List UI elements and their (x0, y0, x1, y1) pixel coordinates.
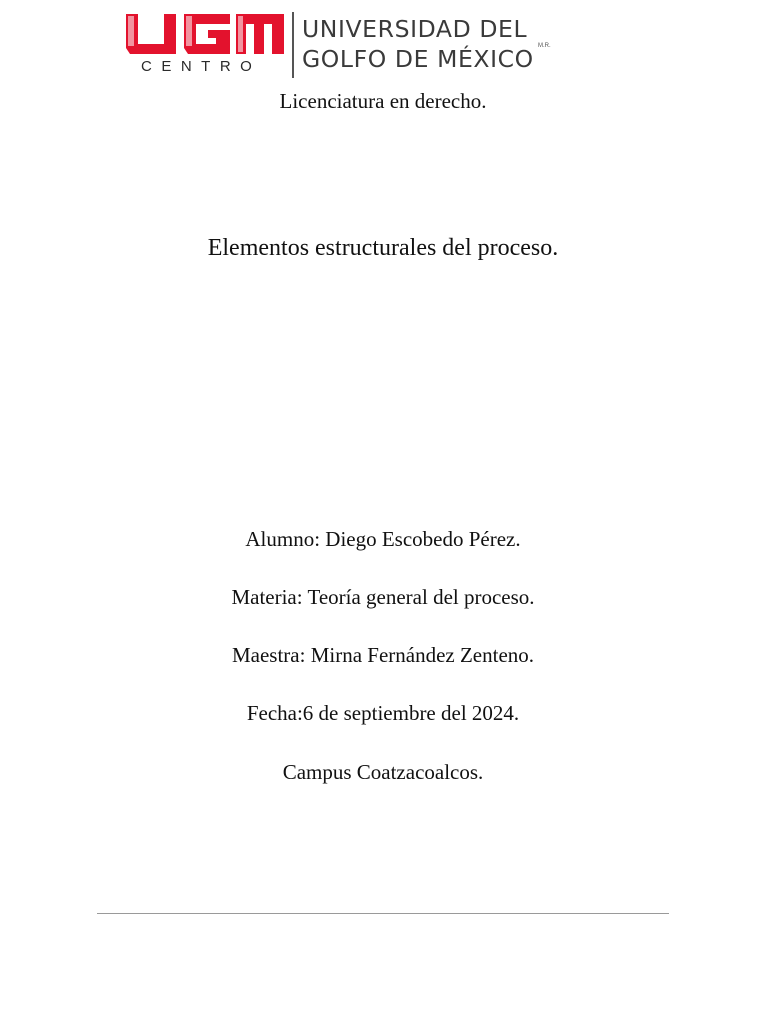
teacher-line: Maestra: Mirna Fernández Zenteno. (231, 643, 535, 667)
ugm-logo-mark (124, 10, 286, 58)
career-name: Licenciatura en derecho. (279, 89, 487, 113)
student-line: Alumno: Diego Escobedo Pérez. (245, 527, 521, 551)
campus-line: Campus Coatzacoalcos. (282, 760, 484, 784)
document-title: Elementos estructurales del proceso. (207, 235, 559, 261)
logo-campus-label: CENTRO (141, 58, 262, 75)
university-logo (124, 10, 554, 82)
logo-divider (292, 12, 294, 78)
registered-mark: M.R. (538, 43, 551, 49)
university-name (302, 14, 534, 74)
date-line: Fecha:6 de septiembre del 2024. (246, 701, 520, 725)
subject-line: Materia: Teoría general del proceso. (231, 585, 535, 609)
footer-divider (97, 913, 669, 914)
university-name-line1: UNIVERSIDAD DEL (302, 15, 528, 43)
university-name-line2: GOLFO DE MÉXICO (302, 45, 534, 73)
